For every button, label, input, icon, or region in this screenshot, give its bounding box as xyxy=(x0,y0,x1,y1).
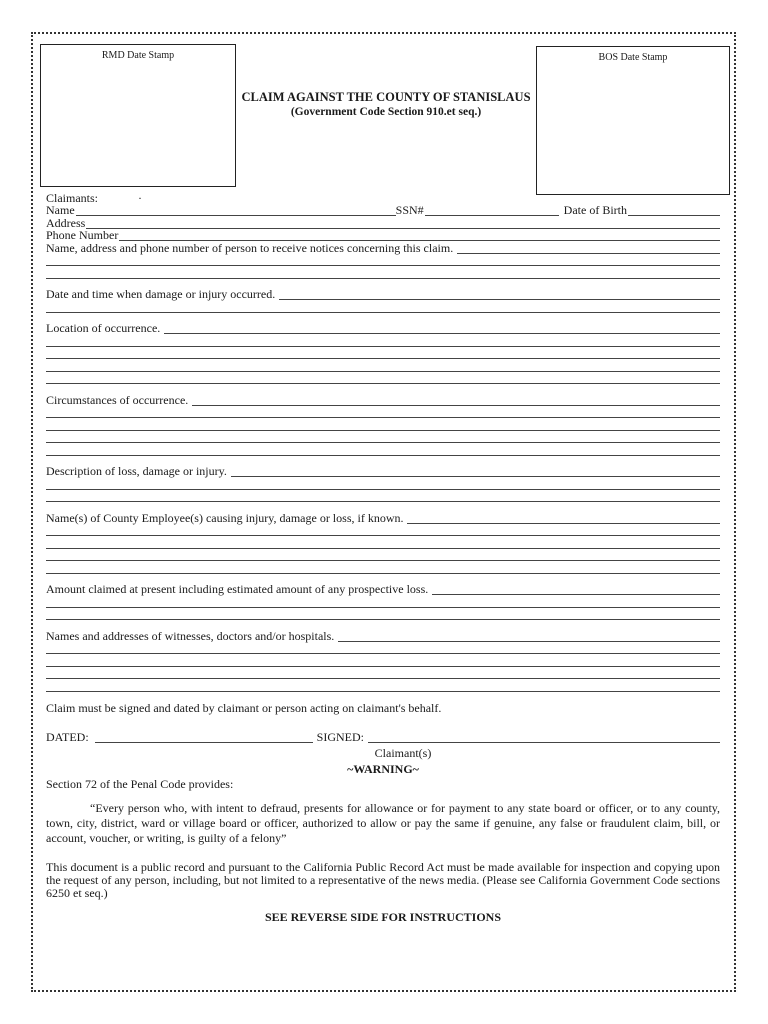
name-ssn-dob-row xyxy=(46,204,720,217)
name-label: Name xyxy=(46,203,75,217)
form-header xyxy=(236,90,536,118)
circumstances-label: Circumstances of occurrence. xyxy=(46,392,189,407)
witnesses-field[interactable] xyxy=(338,632,720,642)
claim-form xyxy=(46,191,720,925)
location-line[interactable] xyxy=(46,359,720,372)
name-field[interactable] xyxy=(76,206,396,216)
phone-field[interactable] xyxy=(119,231,720,241)
bos-date-stamp-label: BOS Date Stamp xyxy=(598,52,668,63)
circumstances-line[interactable] xyxy=(46,443,720,456)
location-row xyxy=(46,322,720,335)
dob-label: Date of Birth xyxy=(563,203,627,217)
warning-intro: Section 72 of the Penal Code provides: xyxy=(46,776,234,791)
circumstances-line[interactable] xyxy=(46,431,720,444)
claimants-label: Claimants: xyxy=(46,190,98,205)
employees-line[interactable] xyxy=(46,536,720,549)
signature-notice: Claim must be signed and dated by claimant or person acting on claimant's behalf. xyxy=(46,701,442,715)
employees-row xyxy=(46,511,720,524)
amount-field[interactable] xyxy=(432,585,720,595)
date-time-line[interactable] xyxy=(46,300,720,313)
date-time-row xyxy=(46,288,720,301)
description-line[interactable] xyxy=(46,490,720,503)
notice-person-label: Name, address and phone number of person to receive notices concerning this claim. xyxy=(46,240,454,255)
location-line[interactable] xyxy=(46,347,720,360)
date-time-field[interactable] xyxy=(279,290,720,300)
location-line[interactable] xyxy=(46,372,720,385)
ssn-field[interactable] xyxy=(425,206,559,216)
claimants-dot: · xyxy=(138,190,142,205)
location-line[interactable] xyxy=(46,334,720,347)
notice-person-field[interactable] xyxy=(457,244,720,254)
witnesses-line[interactable] xyxy=(46,654,720,667)
dated-signed-row xyxy=(46,730,720,743)
amount-row xyxy=(46,583,720,596)
address-row xyxy=(46,216,720,229)
witnesses-line[interactable] xyxy=(46,642,720,655)
dated-label: DATED: xyxy=(46,729,89,744)
dob-field[interactable] xyxy=(628,206,720,216)
description-label: Description of loss, damage or injury. xyxy=(46,464,227,478)
employees-field[interactable] xyxy=(407,514,720,524)
amount-line[interactable] xyxy=(46,595,720,608)
location-field[interactable] xyxy=(164,324,720,334)
amount-line[interactable] xyxy=(46,608,720,621)
circumstances-row xyxy=(46,393,720,406)
signature-notice-row xyxy=(46,702,720,715)
claimant-caption: Claimant(s) xyxy=(374,745,432,760)
witnesses-line[interactable] xyxy=(46,679,720,692)
date-time-label: Date and time when damage or injury occurred. xyxy=(46,287,276,301)
reverse-side-instructions: SEE REVERSE SIDE FOR INSTRUCTIONS xyxy=(264,909,502,924)
warning-heading: ~WARNING~ xyxy=(347,761,419,776)
description-row xyxy=(46,465,720,478)
rmd-date-stamp-label: RMD Date Stamp xyxy=(101,50,175,61)
notice-person-row xyxy=(46,241,720,254)
address-label: Address xyxy=(46,215,86,230)
dated-field[interactable] xyxy=(95,733,313,743)
notice-person-line[interactable] xyxy=(46,254,720,267)
bos-date-stamp-box xyxy=(536,46,730,195)
description-field[interactable] xyxy=(231,467,720,477)
ssn-label: SSN# xyxy=(395,203,424,217)
rmd-date-stamp-box xyxy=(40,44,236,187)
claimants-row xyxy=(46,191,720,204)
form-title: CLAIM AGAINST THE COUNTY OF STANISLAUS xyxy=(241,90,531,104)
amount-label: Amount claimed at present including estimated amount of any prospective loss. xyxy=(46,582,429,596)
notice-person-line[interactable] xyxy=(46,266,720,279)
employees-line[interactable] xyxy=(46,524,720,537)
form-subtitle: (Government Code Section 910.et seq.) xyxy=(290,106,482,118)
signed-field[interactable] xyxy=(368,733,720,743)
penal-code-quote: “Every person who, with intent to defraud, presents for allowance or for payment to any state board or officer, or to any county, town, city, district, ward or village board or officer, authorized to allow or pay the same if genuine, any false or fraudulent claim, bill, or account, voucher, or writing, is guilty of a felony” xyxy=(46,800,720,845)
phone-label: Phone Number xyxy=(46,228,119,242)
employees-label: Name(s) of County Employee(s) causing injury, damage or loss, if known. xyxy=(46,510,404,525)
circumstances-line[interactable] xyxy=(46,406,720,419)
employees-line[interactable] xyxy=(46,561,720,574)
circumstances-line[interactable] xyxy=(46,418,720,431)
signed-label: SIGNED: xyxy=(316,729,365,744)
public-record-notice: This document is a public record and pursuant to the California Public Record Act must be made available for inspection and copying upon the request of any person, including, but not limited to a representative of the news media. (Please see California Government Code sections 6250 et seq.) xyxy=(46,859,720,900)
witnesses-label: Names and addresses of witnesses, doctors and/or hospitals. xyxy=(46,628,335,643)
phone-row xyxy=(46,229,720,242)
witnesses-row xyxy=(46,629,720,642)
circumstances-field[interactable] xyxy=(192,396,720,406)
description-line[interactable] xyxy=(46,477,720,490)
location-label: Location of occurrence. xyxy=(46,321,161,335)
witnesses-line[interactable] xyxy=(46,667,720,680)
address-field[interactable] xyxy=(86,219,720,229)
employees-line[interactable] xyxy=(46,549,720,562)
